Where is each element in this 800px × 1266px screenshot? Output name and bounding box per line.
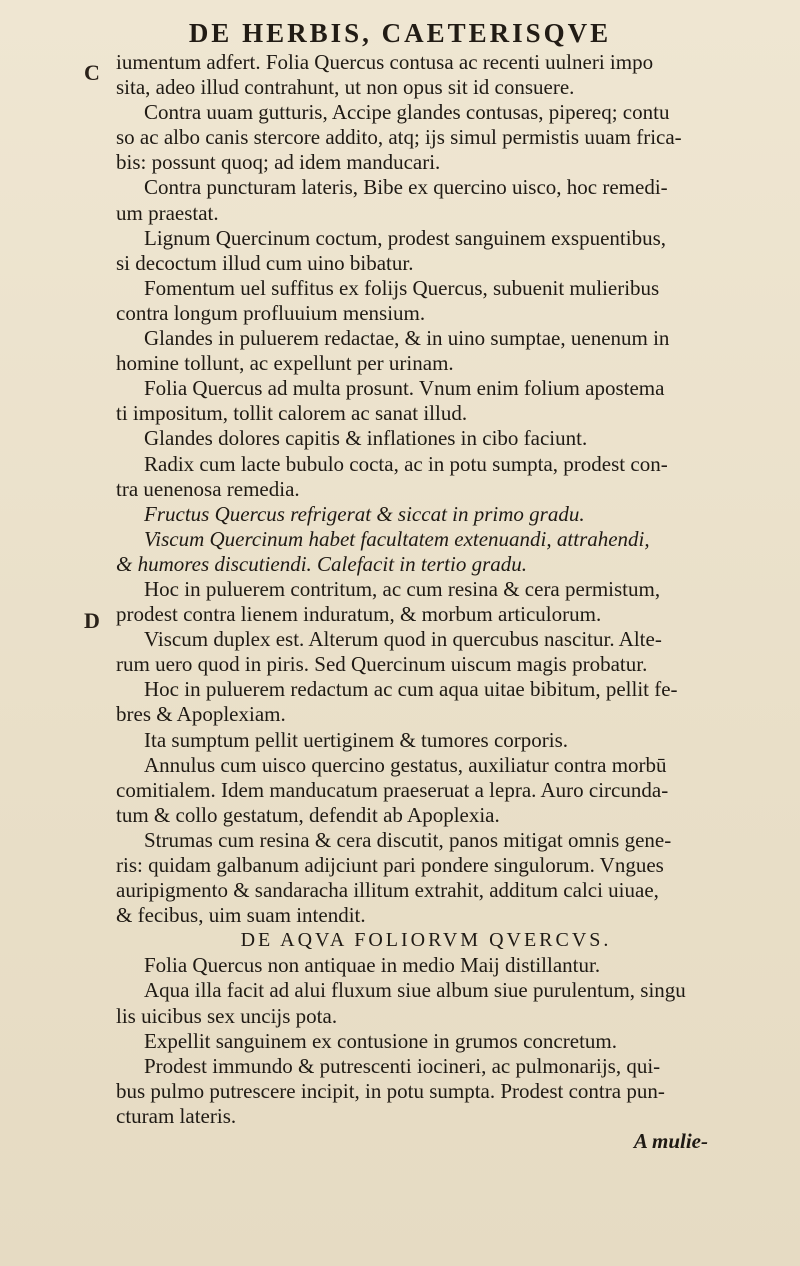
text-line: Strumas cum resina & cera discutit, panos mitigat omnis gene- — [144, 827, 672, 852]
text-line: tum & collo gestatum, defendit ab Apoplexia. — [116, 802, 500, 827]
text-line: bus pulmo putrescere incipit, in potu sumpta. Prodest contra pun- — [116, 1078, 665, 1103]
text-line: bis: possunt quoq; ad idem manducari. — [116, 150, 441, 175]
text-line: Fructus Quercus refrigerat & siccat in primo gradu. — [144, 501, 585, 526]
section-heading: DE AQVA FOLIORVM QVERCVS. — [240, 929, 612, 952]
catchword: A mulie- — [633, 1129, 708, 1154]
text-line: Annulus cum uisco quercino gestatus, auxiliatur contra morbū — [144, 752, 667, 777]
text-line: sita, adeo illud contrahunt, ut non opus sit id consuere. — [116, 75, 575, 100]
text-line: Prodest immundo & putrescenti iocineri, ac pulmonarijs, qui- — [144, 1053, 661, 1078]
text-line: & humores discutiendi. Calefacit in tertio gradu. — [116, 551, 528, 576]
text-line: Hoc in puluerem redactum ac cum aqua uitae bibitum, pellit fe- — [144, 677, 678, 702]
text-line: Ita sumptum pellit uertiginem & tumores corporis. — [144, 727, 569, 752]
text-line: & fecibus, uim suam intendit. — [116, 903, 366, 928]
text-line: homine tollunt, ac expellunt per urinam. — [116, 351, 454, 376]
text-line: Contra uuam gutturis, Accipe glandes contusas, pipereq; contu — [144, 100, 670, 125]
body-text — [116, 50, 716, 1154]
text-line: um praestat. — [116, 200, 219, 225]
text-line: Lignum Quercinum coctum, prodest sanguinem exspuentibus, — [144, 225, 666, 250]
text-line: so ac albo canis stercore addito, atq; ijs simul permistis uuam frica- — [116, 125, 682, 150]
text-line: bres & Apoplexiam. — [116, 702, 286, 727]
margin-letter-d: D — [84, 608, 100, 633]
text-line: Folia Quercus non antiquae in medio Maij distillantur. — [144, 953, 601, 978]
text-line: rum uero quod in piris. Sed Quercinum uiscum magis probatur. — [116, 652, 648, 677]
text-line: Hoc in puluerem contritum, ac cum resina & cera permistum, — [144, 576, 661, 601]
text-line: Aqua illa facit ad alui fluxum siue album siue purulentum, singu — [144, 978, 686, 1003]
text-line: Expellit sanguinem ex contusione in grumos concretum. — [144, 1028, 617, 1053]
text-line: Fomentum uel suffitus ex folijs Quercus, subuenit mulieribus — [144, 275, 660, 300]
margin-letter-c: C — [84, 60, 100, 85]
text-line: Radix cum lacte bubulo cocta, ac in potu sumpta, prodest con- — [144, 451, 668, 476]
text-line: comitialem. Idem manducatum praeseruat a lepra. Auro circunda- — [116, 777, 669, 802]
text-line: Viscum duplex est. Alterum quod in quercubus nascitur. Alte- — [144, 627, 662, 652]
text-line: iumentum adfert. Folia Quercus contusa ac recenti uulneri impo — [116, 50, 654, 74]
text-line: lis uicibus sex uncijs pota. — [116, 1003, 338, 1028]
text-line: auripigmento & sandaracha illitum extrahit, additum calci uiuae, — [116, 878, 659, 903]
text-line: contra longum profluuium mensium. — [116, 300, 426, 325]
text-line: si decoctum illud cum uino bibatur. — [116, 250, 414, 275]
text-line: tra uenenosa remedia. — [116, 476, 300, 501]
text-line: Folia Quercus ad multa prosunt. Vnum enim folium apostema — [144, 376, 665, 401]
running-header: DE HERBIS, CAETERISQVE — [188, 18, 612, 48]
text-line: prodest contra lienem induratum, & morbum articulorum. — [116, 602, 602, 627]
text-line: Viscum Quercinum habet facultatem extenuandi, attrahendi, — [144, 526, 650, 551]
text-line: ti impositum, tollit calorem ac sanat illud. — [116, 401, 468, 426]
text-line: ris: quidam galbanum adijciunt pari pondere singulorum. Vngues — [116, 853, 664, 877]
text-line: Glandes dolores capitis & inflationes in cibo faciunt. — [144, 426, 588, 451]
text-line: Contra puncturam lateris, Bibe ex quercino uisco, hoc remedi- — [144, 175, 668, 200]
text-line: Glandes in puluerem redactae, & in uino sumptae, uenenum in — [144, 326, 670, 351]
text-line: cturam lateris. — [116, 1103, 237, 1128]
